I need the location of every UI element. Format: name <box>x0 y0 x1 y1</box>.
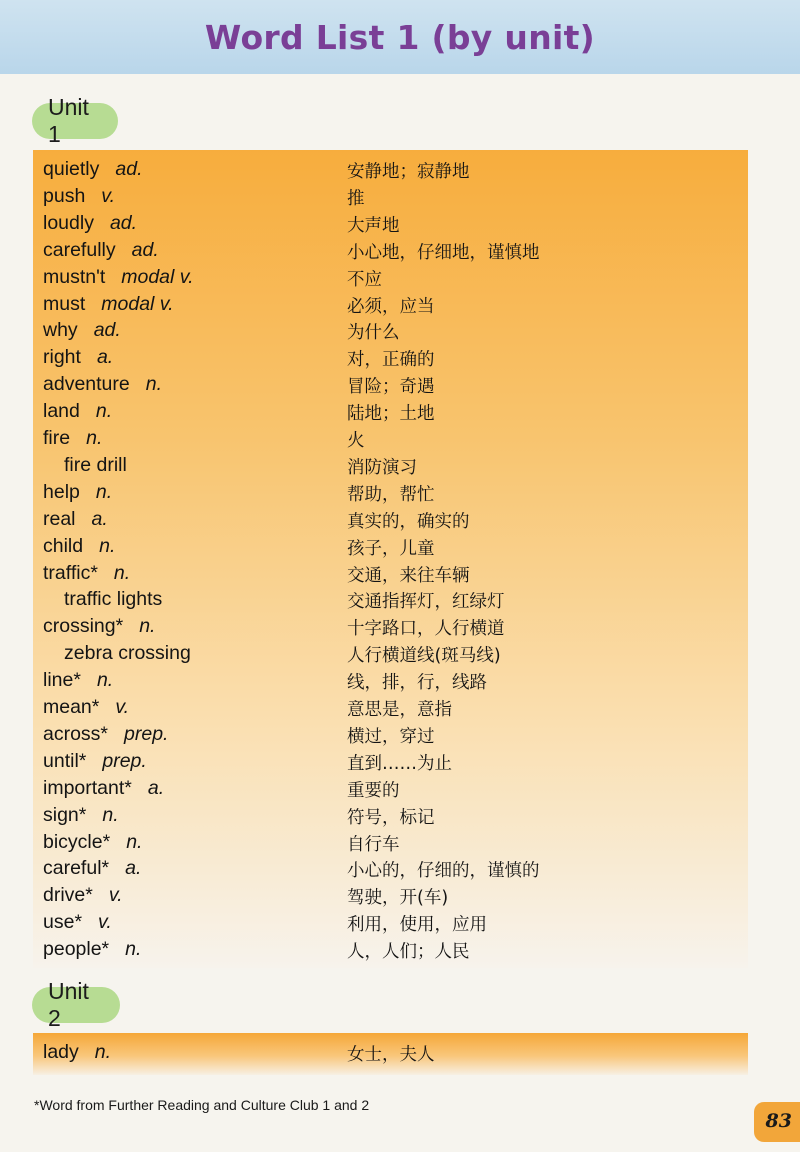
word-entry <box>33 881 748 908</box>
chinese-meaning: 对，正确的 <box>347 350 435 371</box>
headword: mustn't <box>43 265 106 288</box>
word-entry <box>33 397 748 424</box>
english-term <box>64 642 191 665</box>
headword: real <box>43 507 76 530</box>
part-of-speech: v. <box>98 911 112 934</box>
chinese-meaning: 交通指挥灯，红绿灯 <box>347 592 505 613</box>
word-entry <box>33 290 748 317</box>
word-entry <box>33 828 748 855</box>
word-entry <box>33 908 748 935</box>
headword: loudly <box>43 211 94 234</box>
chinese-meaning: 火 <box>347 431 365 451</box>
chinese-meaning: 陆地；土地 <box>347 404 435 425</box>
english-term <box>43 884 123 907</box>
english-term <box>43 911 112 934</box>
part-of-speech: n. <box>139 615 156 638</box>
part-of-speech: v. <box>115 696 130 718</box>
word-entry <box>33 612 748 639</box>
english-term <box>43 266 194 289</box>
headword: until* <box>43 749 87 772</box>
english-term <box>64 588 162 611</box>
headword: zebra crossing <box>64 642 191 665</box>
english-term <box>43 804 119 827</box>
word-entry <box>33 559 748 586</box>
word-entry <box>33 424 748 451</box>
english-term <box>43 508 108 531</box>
headword: fire <box>43 427 71 449</box>
headword: across* <box>43 722 109 745</box>
unit-1-heading: Unit 1 <box>32 103 118 139</box>
chinese-meaning: 真实的，确实的 <box>347 511 470 532</box>
word-entry <box>33 370 748 397</box>
chinese-meaning: 线，排，行，线路 <box>347 673 487 694</box>
part-of-speech: n. <box>86 427 103 449</box>
part-of-speech: modal v. <box>121 265 194 288</box>
chinese-meaning: 女士，夫人 <box>347 1045 435 1065</box>
unit-2-heading: Unit 2 <box>32 987 120 1023</box>
chinese-meaning: 帮助，帮忙 <box>347 484 435 505</box>
part-of-speech: prep. <box>124 722 169 745</box>
headword: fire drill <box>64 453 127 476</box>
english-term <box>43 696 129 719</box>
word-entry <box>33 209 748 236</box>
page-number: 83 <box>765 1110 792 1132</box>
part-of-speech: a. <box>147 776 165 799</box>
part-of-speech: n. <box>126 830 143 853</box>
headword: lady <box>43 1041 79 1063</box>
chinese-meaning: 直到……为止 <box>347 753 452 774</box>
part-of-speech: v. <box>101 184 116 207</box>
word-entry <box>33 693 748 720</box>
headword: mean* <box>43 696 100 718</box>
english-term <box>43 615 155 638</box>
chinese-meaning: 自行车 <box>347 834 400 855</box>
headword: people* <box>43 938 110 961</box>
chinese-meaning: 小心的，仔细的，谨慎的 <box>347 861 540 882</box>
chinese-meaning: 消防演习 <box>347 457 417 478</box>
english-term <box>43 669 113 692</box>
word-entry <box>33 451 748 478</box>
word-entry <box>33 478 748 505</box>
word-entry <box>33 639 748 666</box>
headword: land <box>43 400 80 423</box>
chinese-meaning: 交通，来往车辆 <box>347 565 470 586</box>
part-of-speech: n. <box>145 373 162 396</box>
english-term <box>43 427 102 450</box>
headword: carefully <box>43 238 116 261</box>
chinese-meaning: 大声地 <box>347 215 400 236</box>
english-term <box>43 723 168 746</box>
word-entry <box>33 182 748 209</box>
part-of-speech: n. <box>102 803 119 826</box>
unit-1-word-list <box>33 150 748 968</box>
word-entry <box>33 505 748 532</box>
part-of-speech: n. <box>99 534 116 557</box>
english-term <box>43 400 112 423</box>
english-term <box>43 293 174 316</box>
word-entry <box>33 1038 748 1065</box>
english-term <box>43 185 115 208</box>
english-term <box>43 1041 111 1064</box>
part-of-speech: n. <box>113 561 131 584</box>
english-term <box>43 319 121 342</box>
chinese-meaning: 符号，标记 <box>347 807 435 828</box>
headword: right <box>43 346 81 369</box>
word-entry <box>33 935 748 962</box>
chinese-meaning: 横过，穿过 <box>347 726 435 747</box>
word-entry <box>33 666 748 693</box>
chinese-meaning: 必须，应当 <box>347 296 435 317</box>
unit-2-word-list <box>33 1033 748 1075</box>
word-entry <box>33 854 748 881</box>
word-entry <box>33 747 748 774</box>
english-term <box>43 535 115 558</box>
word-entry <box>33 532 748 559</box>
chinese-meaning: 孩子，儿童 <box>347 538 435 559</box>
headword: drive* <box>43 884 93 907</box>
word-entry <box>33 774 748 801</box>
headword: quietly <box>43 158 100 180</box>
part-of-speech: prep. <box>102 749 147 772</box>
word-entry <box>33 263 748 290</box>
footnote: *Word from Further Reading and Culture Club 1 and 2 <box>34 1097 370 1113</box>
chinese-meaning: 小心地，仔细地，谨慎地 <box>347 242 540 263</box>
word-entry <box>33 155 748 182</box>
part-of-speech: a. <box>91 507 108 530</box>
headword: important* <box>43 776 132 799</box>
english-term <box>43 938 141 961</box>
chinese-meaning: 冒险；奇遇 <box>347 377 435 398</box>
headword: traffic* <box>43 561 98 584</box>
chinese-meaning: 驾驶，开(车) <box>347 888 449 909</box>
part-of-speech: ad. <box>115 158 143 180</box>
part-of-speech: ad. <box>109 211 138 234</box>
english-term <box>43 831 142 854</box>
chinese-meaning: 重要的 <box>347 780 400 801</box>
word-entry <box>33 236 748 263</box>
english-term <box>43 239 159 262</box>
english-term <box>43 750 147 773</box>
part-of-speech: modal v. <box>101 292 174 315</box>
part-of-speech: a. <box>96 346 114 369</box>
headword: push <box>43 184 86 207</box>
chinese-meaning: 安静地；寂静地 <box>347 162 470 182</box>
english-term <box>64 454 127 477</box>
chinese-meaning: 人，人们；人民 <box>347 942 470 963</box>
chinese-meaning: 推 <box>347 188 365 209</box>
headword: bicycle* <box>43 830 111 853</box>
chinese-meaning: 不应 <box>347 269 382 290</box>
headword: must <box>43 292 86 315</box>
word-entry <box>33 585 748 612</box>
word-entry <box>33 343 748 370</box>
english-term <box>43 777 164 800</box>
headword: use* <box>43 911 83 934</box>
part-of-speech: n. <box>95 400 113 423</box>
headword: adventure <box>43 373 130 396</box>
chinese-meaning: 为什么 <box>347 323 400 344</box>
part-of-speech: n. <box>125 938 142 961</box>
part-of-speech: n. <box>96 669 114 692</box>
part-of-speech: ad. <box>131 238 159 261</box>
chinese-meaning: 意思是，意指 <box>347 700 452 720</box>
english-term <box>43 346 113 369</box>
headword: careful* <box>43 857 110 880</box>
chinese-meaning: 利用，使用，应用 <box>347 915 487 936</box>
headword: traffic lights <box>64 588 163 611</box>
chinese-meaning: 十字路口，人行横道 <box>347 619 505 640</box>
word-entry <box>33 316 748 343</box>
part-of-speech: v. <box>108 884 123 907</box>
headword: line* <box>43 669 81 692</box>
part-of-speech: a. <box>125 857 142 880</box>
english-term <box>43 481 112 504</box>
headword: crossing* <box>43 615 124 638</box>
word-entry <box>33 801 748 828</box>
page-title: Word List 1 (by unit) <box>204 18 596 57</box>
chinese-meaning: 人行横道线(斑马线) <box>347 646 501 667</box>
headword: sign* <box>43 803 87 826</box>
headword: help <box>43 480 80 503</box>
english-term <box>43 373 162 396</box>
headword: why <box>43 319 78 342</box>
headword: child <box>43 534 84 557</box>
english-term <box>43 158 142 181</box>
english-term <box>43 857 141 880</box>
word-entry <box>33 720 748 747</box>
part-of-speech: ad. <box>93 319 121 342</box>
english-term <box>43 212 137 235</box>
part-of-speech: n. <box>94 1041 112 1063</box>
part-of-speech: n. <box>95 480 113 503</box>
english-term <box>43 562 130 585</box>
